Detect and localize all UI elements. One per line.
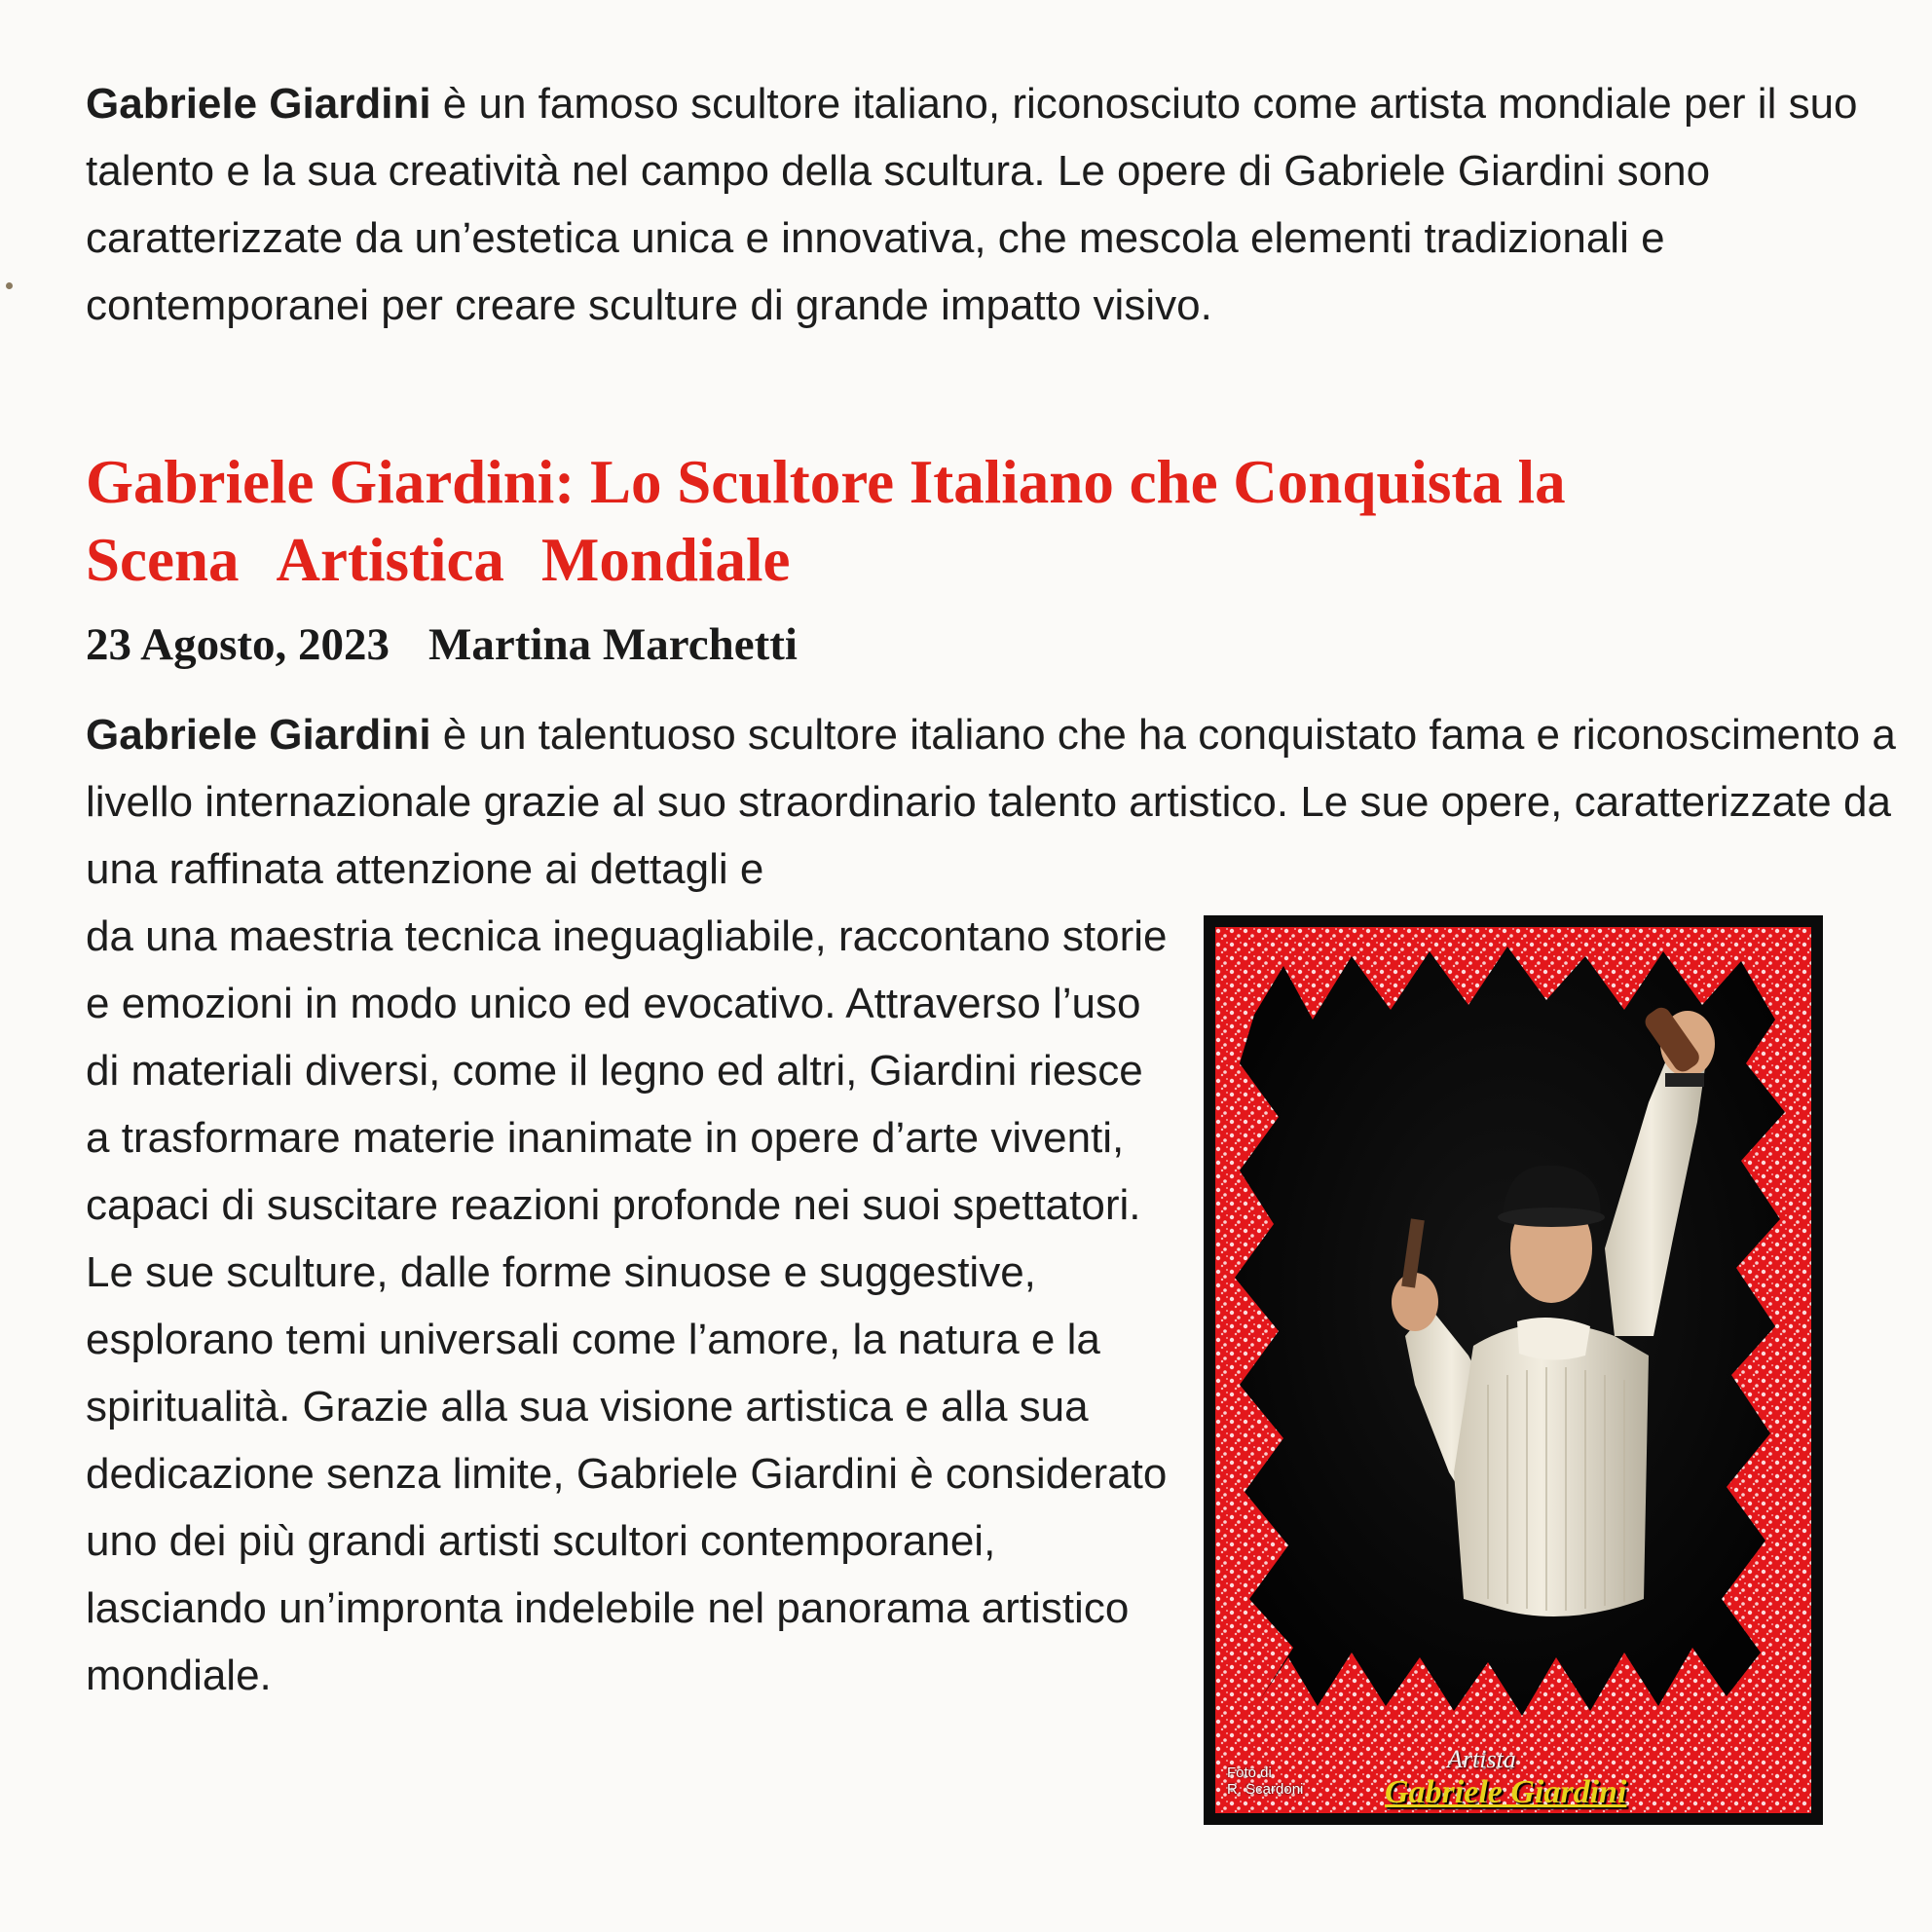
article-paragraph-side: da una maestria tecnica ineguagliabile, raccontano storie e emozioni in modo unico ed evocativo. Attraverso l’uso di materiali diversi, come il legno ed altri, Giardini riesce a trasformare materie inanimate in opere d’arte viventi, capaci di suscitare reazioni profonde nei suoi spettatori. Le sue sculture, dalle forme sinuose e suggestive, esplorano temi universali come l’amore, la natura e la spiritualità. Grazie alla sua visione artistica e alla sua dedicazione senza limite, Gabriele Giardini è considerato uno dei più grandi artisti scultori contemporanei, lasciando un’impronta indelebile nel panorama artistico mondiale. bbox=[86, 912, 1168, 1699]
photo-image bbox=[1215, 927, 1811, 1813]
article-date: 23 Agosto, 2023 bbox=[86, 619, 390, 670]
scan-speck bbox=[6, 282, 13, 289]
headline-word-3: Mondiale bbox=[540, 526, 791, 594]
article-author: Martina Marchetti bbox=[428, 619, 798, 670]
photo-credit-line-1: Foto di bbox=[1227, 1765, 1272, 1781]
artist-photo bbox=[1204, 915, 1823, 1825]
photo-illustration bbox=[1215, 927, 1811, 1813]
headline-line-1: Gabriele Giardini: Lo Scultore Italiano che Conquista la bbox=[86, 448, 1566, 516]
headline-word-2: Artistica bbox=[276, 526, 504, 594]
article-paragraph-top bbox=[86, 701, 1897, 903]
photo-artist-label: Artista bbox=[1447, 1745, 1516, 1773]
article-name: Gabriele Giardini bbox=[86, 711, 431, 759]
headline-word-1: Scena bbox=[86, 526, 240, 594]
article-headline bbox=[86, 443, 1887, 599]
intro-paragraph bbox=[86, 70, 1887, 339]
intro-name: Gabriele Giardini bbox=[86, 80, 431, 128]
article-text-top: è un talentuoso scultore italiano che ha conquistato fama e riconoscimento a livello internazionale grazie al suo straordinario talento artistico. Le sue opere, caratterizzate da una raffinata attenzione ai dettagli e bbox=[86, 711, 1896, 893]
intro-text: è un famoso scultore italiano, riconosciuto come artista mondiale per il suo talento e la sua creatività nel campo della scultura. Le opere di Gabriele Giardini sono caratterizzate da un’estetica unica e innovativa, che mescola elementi tradizionali e contemporanei per creare sculture di grande impatto visivo. bbox=[86, 80, 1858, 329]
byline bbox=[86, 618, 798, 671]
photo-credit-line-2: R. Scardoni bbox=[1227, 1781, 1304, 1798]
photo-artist-name: Gabriele Giardini bbox=[1385, 1774, 1627, 1810]
photo-credit bbox=[1227, 1765, 1303, 1798]
